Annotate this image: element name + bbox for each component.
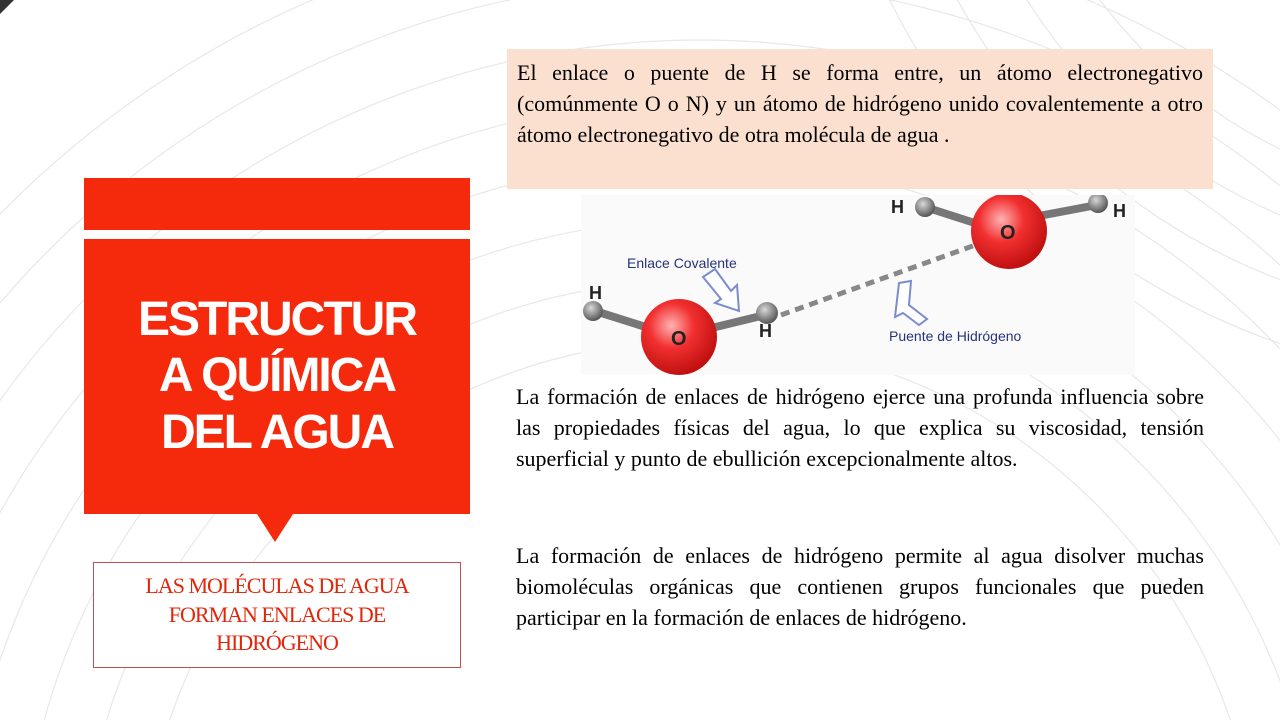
atom-label-o: O [671,328,687,350]
title-top-bar [84,178,470,230]
hydrogen-atom [583,301,603,321]
definition-text: El enlace o puente de H se forma entre, un átomo electronegativo (comúnmente O o N) y un átomo de hidrógeno unido covalentemente a otro átomo electronegativo de otra molécula de agua . [517,60,1203,147]
hydrogen-atom [915,197,935,217]
covalent-bond-label: Enlace Covalente [627,255,737,271]
hydrogen-bond-diagram [581,195,1135,375]
definition-box [507,49,1213,189]
slide-title: ESTRUCTUR A QUÍMICA DEL AGUA [138,293,416,459]
subtitle-box [93,562,461,668]
hydrogen-bridge-label: Puente de Hidrógeno [889,328,1022,344]
atom-label-h: H [891,197,904,217]
paragraph-physical-properties: La formación de enlaces de hidrógeno ejerce una profunda influencia sobre las propiedades físicas del agua, lo que explica su viscosidad, tensión superficial y punto de ebullición excepcionalmente altos. [516,384,1204,471]
paragraph-solubility: La formación de enlaces de hidrógeno permite al agua disolver muchas biomoléculas orgánicas que contienen grupos funcionales que pueden participar en la formación de enlaces de hidrógeno. [516,543,1204,630]
atom-label-h: H [589,283,602,303]
slide-subtitle: LAS MOLÉCULAS DE AGUA FORMAN ENLACES DE HIDRÓGENO [145,573,409,656]
hydrogen-atom [1088,195,1108,213]
atom-label-h: H [759,321,772,341]
title-box [84,239,470,514]
hydrogen-bond-line [781,243,981,315]
covalent-arrow-icon [703,269,739,311]
atom-label-h: H [1113,201,1126,221]
title-pointer [257,514,293,542]
atom-label-o: O [1000,222,1016,244]
hbridge-arrow-icon [895,281,927,325]
corner-mark [0,0,40,40]
